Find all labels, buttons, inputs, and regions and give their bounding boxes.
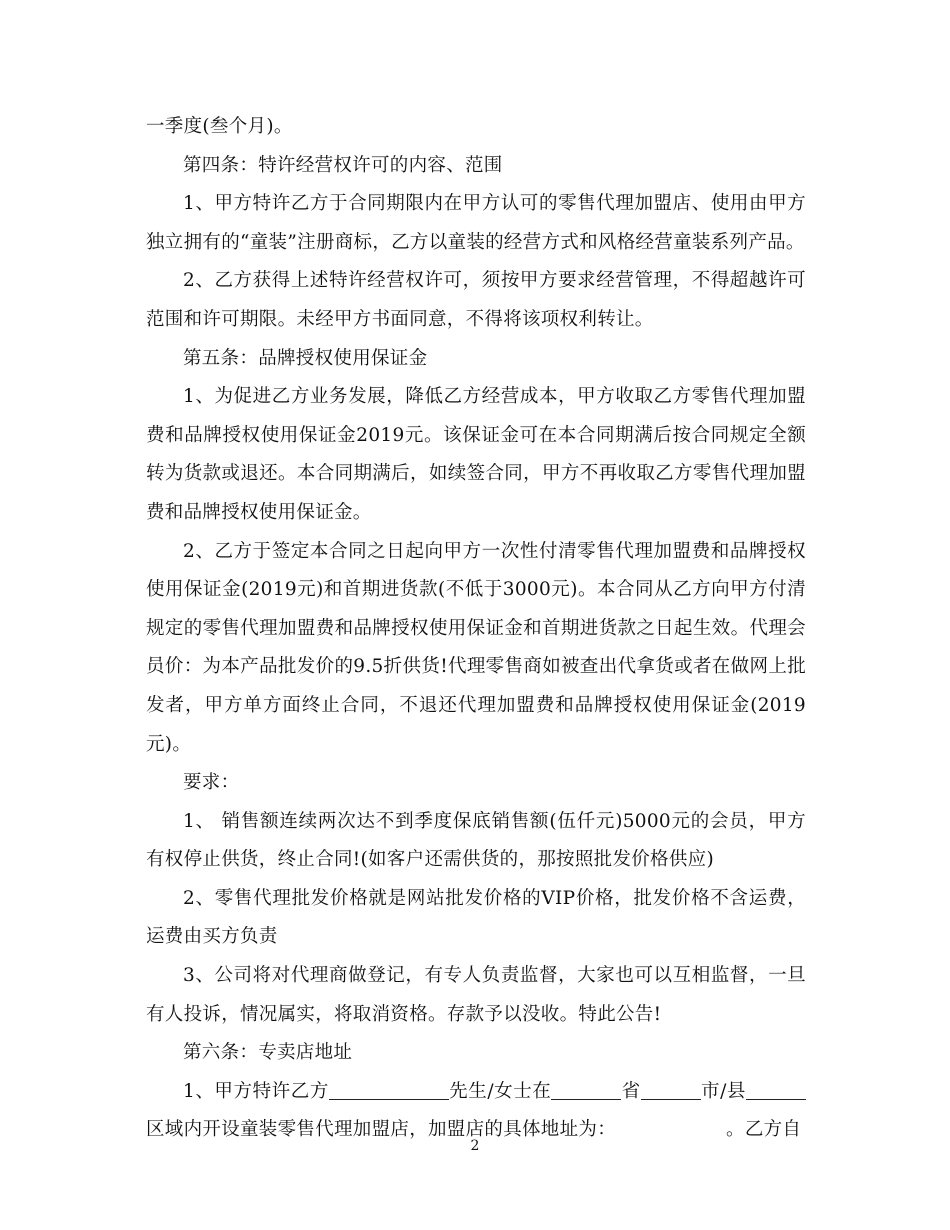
requirement-item-3: 3、公司将对代理商做登记，有专人负责监督，大家也可以互相监督，一旦有人投诉，情况属实，将取消资格。存款予以没收。特此公告! [146, 965, 806, 1025]
name-blank [329, 1079, 449, 1100]
paragraph-article-5-item-1: 1、为促进乙方业务发展，降低乙方经营成本，甲方收取乙方零售代理加盟费和品牌授权使用保证金2019元。该保证金可在本合同期满后按合同规定全额转为货款或退还。本合同期满后，如续签合同，甲方不再收取乙方零售代理加盟费和品牌授权使用保证金。 [146, 386, 806, 523]
text-mid-1: 先生/女士在 [448, 1080, 552, 1102]
article-5-heading: 第五条：品牌授权使用保证金 [183, 347, 428, 369]
city-blank [641, 1079, 701, 1100]
paragraph-article-4-item-1: 1、甲方特许乙方于合同期限内在甲方认可的零售代理加盟店、使用由甲方独立拥有的“童装”注册商标，乙方以童装的经营方式和风格经营童装系列产品。 [146, 193, 806, 253]
address-blank [616, 1118, 726, 1138]
district-blank [746, 1079, 806, 1100]
article-6-heading: 第六条：专卖店地址 [183, 1042, 353, 1064]
document-body [146, 108, 806, 1150]
text-mid-4: 区域内开设童装零售代理加盟店，加盟店的具体地址为： [146, 1119, 617, 1141]
text-mid-2: 省 [621, 1080, 641, 1102]
page-number: 2 [470, 1138, 480, 1154]
text-mid-3: 市/县 [700, 1080, 746, 1102]
requirement-item-1: 1、 销售额连续两次达不到季度保底销售额(伍仟元)5000元的会员，甲方有权停止供货，终止合同!(如客户还需供货的，那按照批发价格供应) [146, 810, 806, 871]
paragraph-article-4-item-2: 2、乙方获得上述特许经营权许可，须按甲方要求经营管理，不得超越许可范围和许可期限。未经甲方书面同意，不得将该项权利转让。 [146, 270, 806, 330]
paragraph-1: 一季度(叁个月)。 [146, 116, 293, 137]
article-4-heading: 第四条：特许经营权许可的内容、范围 [183, 154, 503, 176]
requirement-item-2: 2、零售代理批发价格就是网站批发价格的VIP价格，批发价格不含运费，运费由买方负责 [146, 887, 806, 948]
text-suffix: 。乙方自 [726, 1119, 802, 1141]
paragraph-article-5-item-2: 2、乙方于签定本合同之日起向甲方一次性付清零售代理加盟费和品牌授权使用保证金(2019元)和首期进货款(不低于3000元)。本合同从乙方向甲方付清规定的零售代理加盟费和品牌授权使用保证金和首期进货款之日起生效。代理会员价：为本产品批发价的9.5折供货!代理零售商如被查出代拿货或者在做网上批发者，甲方单方面终止合同，不退还代理加盟费和品牌授权使用保证金(2019元)。 [146, 540, 806, 755]
province-blank [551, 1079, 621, 1100]
requirements-heading: 要求： [183, 772, 240, 794]
text-prefix: 1、甲方特许乙方 [183, 1080, 329, 1102]
